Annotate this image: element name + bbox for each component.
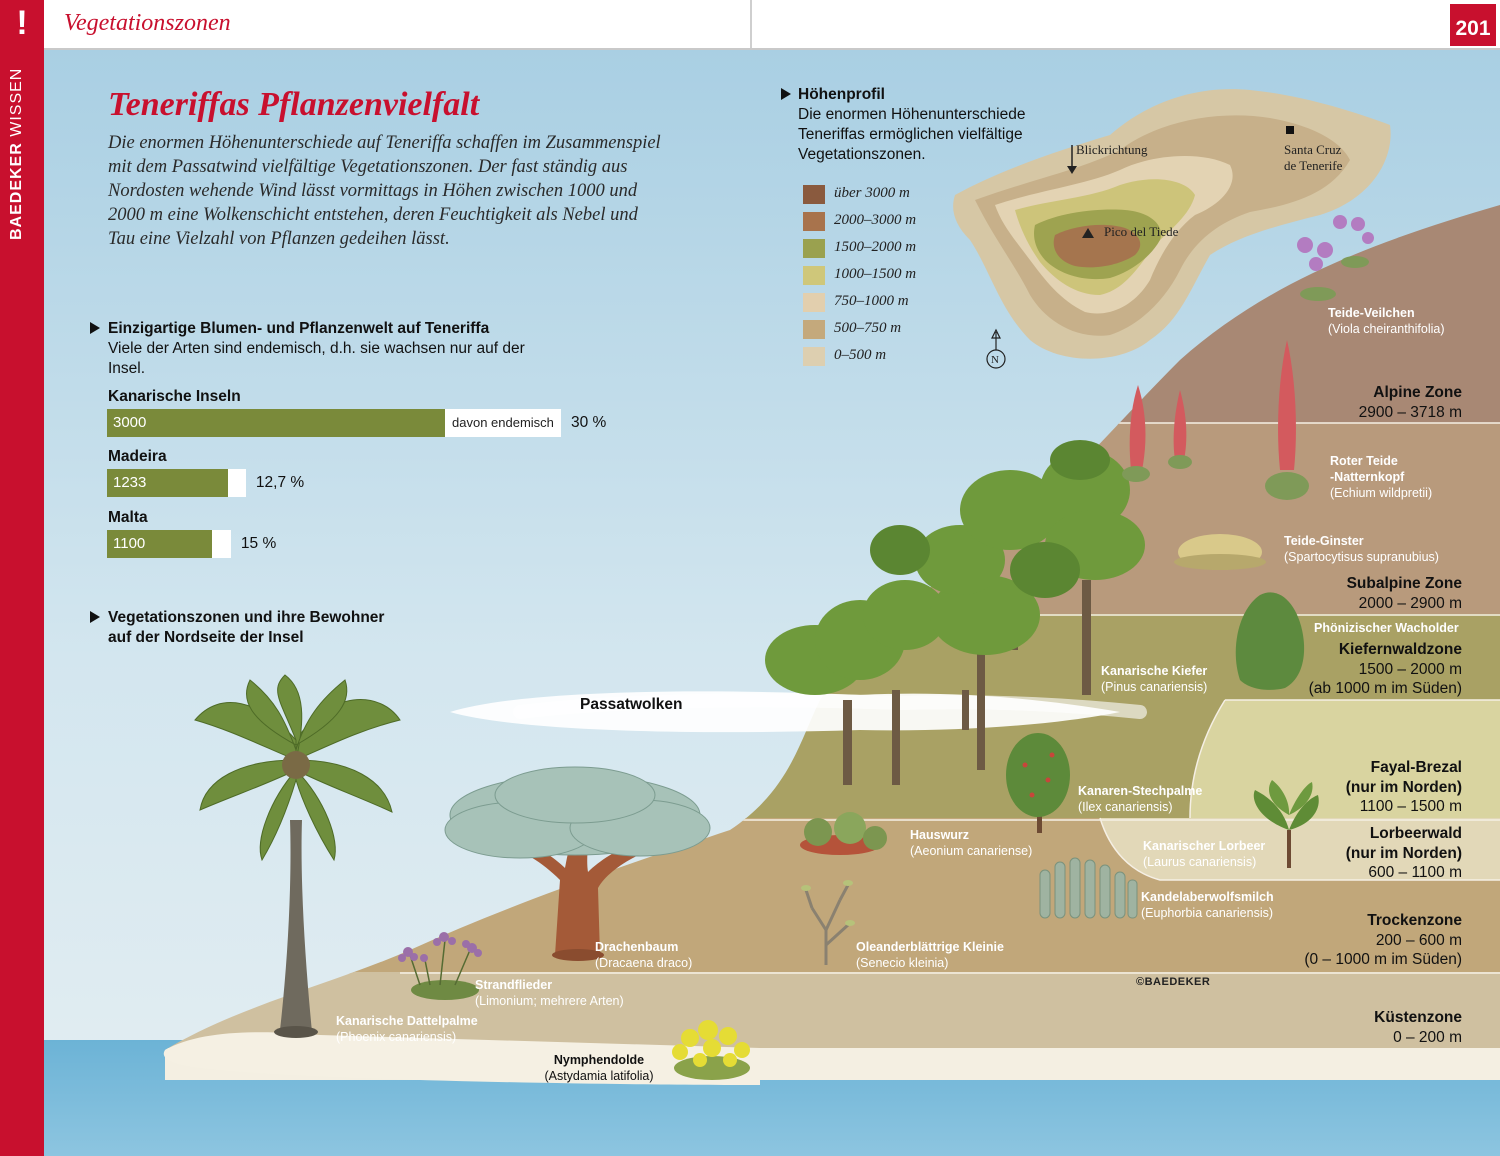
copyright: ©BAEDEKER	[1136, 976, 1211, 988]
category-label-kanaren: Kanarische Inseln	[108, 388, 241, 405]
legend-label: 1500–2000 m	[834, 239, 917, 255]
view-direction-label: Blickrichtung	[1076, 142, 1148, 157]
zone-dry: Trockenzone 200 – 600 m (0 – 1000 m im Süden)	[1304, 912, 1462, 968]
page-title: Teneriffas Pflanzenvielfalt	[108, 86, 480, 123]
zone-laurel-forest: Lorbeerwald (nur im Norden) 600 – 1100 m	[1345, 825, 1462, 881]
bar-percent: 15 %	[240, 535, 277, 552]
label-date-palm: Kanarische Dattelpalme (Phoenix canariensis)	[336, 1014, 478, 1044]
label-holly: Kanaren-Stechpalme (Ilex canariensis)	[1078, 784, 1203, 814]
intro-text: Die enormen Höhenunterschiede auf Teneriffa schaffen im Zusammenspiel mit dem Passatwind vielfältige Vegetationszonen. Der fast ständig aus Nordosten wehende Wind lässt vormittags in Höhen zwischen 1000 und 2000 m eine Wolkenschicht entstehen, deren Feuchtigkeit als Nebel und Tau eine Vielzahl von Pflanzen gedeihen lässt.	[108, 133, 661, 249]
label-sea-lavender: Strandflieder (Limonium; mehrere Arten)	[475, 978, 624, 1008]
legend-swatch	[803, 320, 825, 339]
label-broom: Teide-Ginster (Spartocytisus supranubius)	[1284, 534, 1439, 564]
label-euphorbia: Kandelaberwolfsmilch (Euphorbia canariensis)	[1141, 890, 1274, 920]
bar-percent: 12,7 %	[255, 474, 305, 491]
category-label-madeira: Madeira	[108, 448, 167, 465]
legend-label: über 3000 m	[834, 185, 910, 201]
side-label: BAEDEKER WISSEN	[8, 67, 25, 240]
bullet-arrow-icon	[781, 88, 791, 100]
zone-coast: Küstenzone 0 – 200 m	[1374, 1009, 1462, 1046]
profile-heading: Höhenprofil	[798, 86, 885, 103]
peak-label: Pico del Tiede	[1104, 224, 1179, 239]
legend-label: 0–500 m	[834, 347, 887, 363]
legend-label: 1000–1500 m	[834, 266, 917, 282]
category-label-malta: Malta	[108, 509, 148, 526]
legend-swatch	[803, 347, 825, 366]
section-title: Vegetationszonen	[64, 10, 231, 36]
label-juniper: Phönizischer Wacholder	[1314, 621, 1459, 635]
legend-swatch	[803, 293, 825, 312]
zone-fayal-brezal: Fayal-Brezal (nur im Norden) 1100 – 1500 m	[1345, 759, 1462, 815]
label-astydamia: Nymphendolde (Astydamia latifolia)	[544, 1053, 654, 1083]
endemic-label: davon endemisch	[452, 415, 554, 430]
species-text: Viele der Arten sind endemisch, d.h. sie wachsen nur auf der Insel.	[108, 340, 525, 377]
zone-subalpine: Subalpine Zone 2000 – 2900 m	[1346, 575, 1462, 612]
label-pine: Kanarische Kiefer (Pinus canariensis)	[1101, 664, 1208, 694]
header-divider	[750, 0, 752, 48]
zone-pine-forest: Kiefernwaldzone 1500 – 2000 m (ab 1000 m im Süden)	[1308, 641, 1462, 697]
bar-value: 3000	[113, 414, 147, 431]
label-laurel: Kanarischer Lorbeer (Laurus canariensis)	[1143, 839, 1266, 869]
legend-label: 750–1000 m	[834, 293, 909, 309]
north-label: N	[991, 354, 999, 366]
legend-swatch	[803, 212, 825, 231]
page-number: 201	[1450, 4, 1496, 46]
label-teide-violet: Teide-Veilchen (Viola cheiranthifolia)	[1328, 306, 1445, 336]
legend-swatch	[803, 185, 825, 204]
zone-alpine: Alpine Zone 2900 – 3718 m	[1358, 384, 1462, 421]
label-kleinia: Oleanderblättrige Kleinie (Senecio kleinia)	[856, 940, 1004, 970]
zones-heading: Vegetationszonen und ihre Bewohner auf der Nordseite der Insel	[108, 609, 385, 646]
bar-percent: 30 %	[571, 414, 607, 431]
profile-text: Die enormen Höhenunterschiede Teneriffas ermöglichen vielfältige Vegetationszonen.	[798, 106, 1026, 163]
exclamation-icon: !	[16, 4, 28, 42]
label-echium: Roter Teide -Natternkopf (Echium wildpretii)	[1330, 454, 1433, 500]
profile-block	[798, 85, 1068, 165]
legend-swatch	[803, 239, 825, 258]
legend-swatch	[803, 266, 825, 285]
bar-non-endemic	[107, 409, 445, 437]
bar-value: 1233	[113, 474, 147, 491]
bullet-arrow-icon	[90, 611, 100, 623]
legend-label: 500–750 m	[834, 320, 902, 336]
city-label: Santa Cruz de Tenerife	[1284, 142, 1343, 173]
bar-value: 1100	[113, 535, 146, 552]
bullet-arrow-icon	[90, 322, 100, 334]
species-heading-block	[108, 319, 548, 379]
legend-label: 2000–3000 m	[834, 212, 917, 228]
species-heading: Einzigartige Blumen- und Pflanzenwelt auf Teneriffa	[108, 320, 490, 337]
label-aeonium: Hauswurz (Aeonium canariense)	[910, 828, 1033, 858]
label-dragon-tree: Drachenbaum (Dracaena draco)	[595, 940, 693, 970]
clouds-label: Passatwolken	[580, 696, 683, 713]
